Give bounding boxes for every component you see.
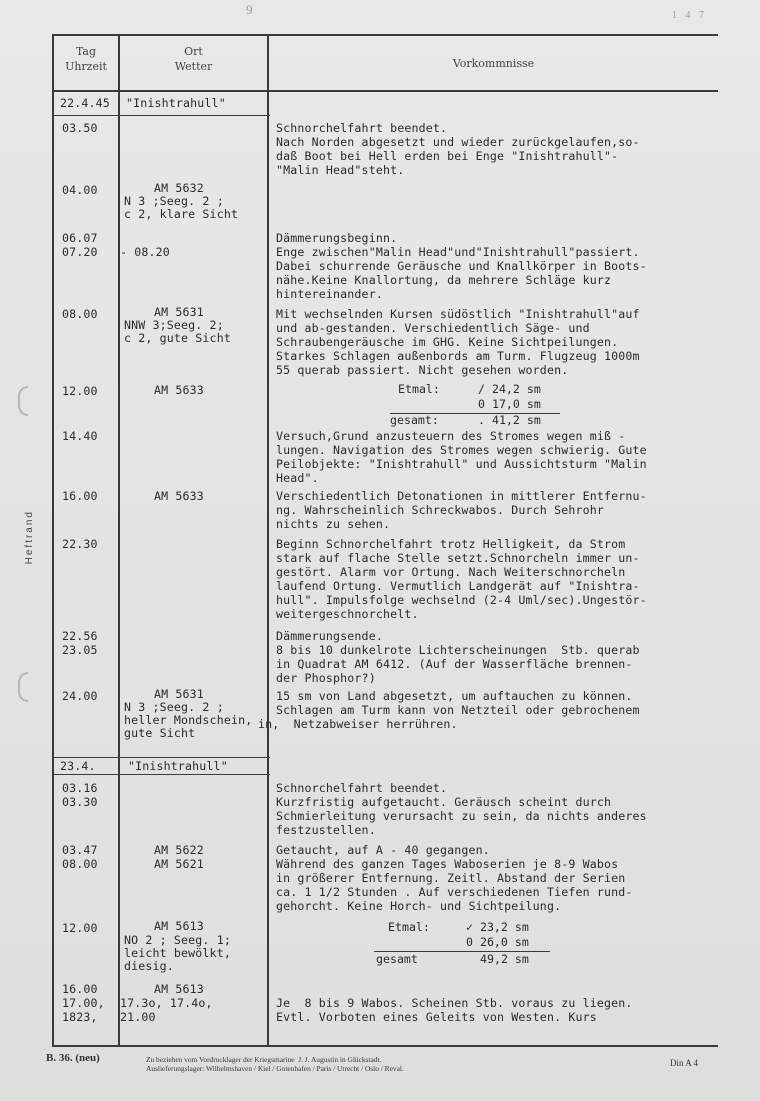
etmal-value: 0 17,0 sm <box>478 397 541 411</box>
event-line: weitergeschnorchelt. <box>276 607 419 621</box>
event-line: hintereinander. <box>276 287 383 301</box>
weather-entry: NNW 3;Seeg. 2; <box>124 318 224 332</box>
event-line: Beginn Schnorchelfahrt trotz Helligkeit, da Strom <box>276 537 626 551</box>
weather-entry: gute Sicht <box>124 726 196 740</box>
section-rule <box>54 774 270 775</box>
section-date: 22.4.45 <box>60 96 110 110</box>
table-bottom-border <box>52 1045 718 1047</box>
place-entry: - 08.20 <box>120 245 170 259</box>
event-line: Schlagen am Turm kann von Netzteil oder gebrochenem <box>276 703 640 717</box>
time-entry: 12.00 <box>62 384 98 398</box>
table-top-border <box>52 34 718 36</box>
event-line: Schraubengeräusche im GHG. Keine Sichtpeilungen. <box>276 335 619 349</box>
etmal-value: ✓ 23,2 sm <box>466 920 529 934</box>
event-line: Getaucht, auf A - 40 gegangen. <box>276 843 490 857</box>
event-line: stark auf flache Stelle setzt.Schnorcheln immer un- <box>276 551 640 565</box>
time-entry: 22.30 <box>62 537 98 551</box>
etmal-label: Etmal: <box>398 382 440 396</box>
header-col1 <box>54 44 118 74</box>
event-line: nichts zu sehen. <box>276 517 391 531</box>
section-place: "Inishtrahull" <box>126 96 226 110</box>
event-line: Nach Norden abgesetzt und wieder zurückgelaufen,so- <box>276 135 640 149</box>
col-divider-2 <box>267 34 269 1046</box>
margin-label: Heftrand <box>24 510 35 565</box>
header-uhrzeit: Uhrzeit <box>65 60 107 73</box>
place-entry: AM 5613 <box>154 919 204 933</box>
event-line: in, Netzabweiser herrühren. <box>258 717 458 731</box>
time-entry: 08.00 <box>62 307 98 321</box>
punch-hole-top <box>18 386 28 416</box>
header-tag: Tag <box>75 45 97 58</box>
header-vorkommnisse: Vorkommnisse <box>452 57 535 70</box>
time-entry: 03.30 <box>62 795 98 809</box>
event-line: daß Boot bei Hell erden bei Enge "Inishtrahull"- <box>276 149 619 163</box>
place-entry: AM 5632 <box>154 181 204 195</box>
place-entry: AM 5631 <box>154 687 204 701</box>
weather-entry: c 2, gute Sicht <box>124 331 231 345</box>
event-line: Während des ganzen Tages Waboserien je 8-9 Wabos <box>276 857 619 871</box>
section-date: 23.4. <box>60 759 96 773</box>
time-entry: 22.56 <box>62 629 98 643</box>
time-entry: 16.00 <box>62 489 98 503</box>
event-line: Dabei schurrende Geräusche und Knallkörper in Boots- <box>276 259 647 273</box>
event-line: laufend Ortung. Vermutlich Landgerät auf "Inishtra- <box>276 579 640 593</box>
punch-hole-bottom <box>18 672 28 702</box>
weather-entry: N 3 ;Seeg. 2 ; <box>124 700 224 714</box>
time-entry: 07.20 <box>62 245 98 259</box>
weather-entry: diesig. <box>124 959 174 973</box>
place-entry: AM 5633 <box>154 383 204 397</box>
event-line: 15 sm von Land abgesetzt, um auftauchen zu können. <box>276 689 633 703</box>
form-id: B. 36. (neu) <box>46 1052 100 1064</box>
col-divider-1 <box>118 34 120 1046</box>
place-entry: AM 5631 <box>154 305 204 319</box>
weather-entry: heller Mondschein, <box>124 713 253 727</box>
top-mark-right: 1 4 7 <box>672 10 707 21</box>
event-line: Schnorchelfahrt beendet. <box>276 121 448 135</box>
event-line: ng. Wahrscheinlich Schreckwabos. Durch Sehrohr <box>276 503 604 517</box>
time-entry: 21.00 <box>120 1010 156 1024</box>
event-line: gestört. Alarm vor Ortung. Nach Weiterschnorcheln <box>276 565 626 579</box>
event-line: ca. 1 1/2 Stunden . Auf verschiedenen Tiefen rund- <box>276 885 633 899</box>
etmal-total-value: 49,2 sm <box>480 952 529 966</box>
header-col2 <box>120 44 267 74</box>
time-entry: 24.00 <box>62 689 98 703</box>
weather-entry: N 3 ;Seeg. 2 ; <box>124 194 224 208</box>
time-entry: 03.16 <box>62 781 98 795</box>
event-line: in größerer Entfernung. Zeitl. Abstand der Serien <box>276 871 626 885</box>
event-line: 55 querab passiert. Nicht gesehen worden. <box>276 363 569 377</box>
etmal-total-value: . 41,2 sm <box>478 413 541 427</box>
weather-entry: c 2, klare Sicht <box>124 207 239 221</box>
event-line: 8 bis 10 dunkelrote Lichterscheinungen Stb. querab <box>276 643 640 657</box>
time-entry: 03.47 <box>62 843 98 857</box>
paper-size: Din A 4 <box>670 1058 699 1068</box>
weather-entry: leicht bewölkt, <box>124 946 231 960</box>
time-entry: 03.50 <box>62 121 98 135</box>
place-entry: AM 5613 <box>154 982 204 996</box>
time-entry: 16.00 <box>62 982 98 996</box>
section-rule <box>54 757 270 758</box>
weather-entry: NO 2 ; Seeg. 1; <box>124 933 231 947</box>
event-line: Je 8 bis 9 Wabos. Scheinen Stb. voraus zu liegen. <box>276 996 633 1010</box>
place-entry: AM 5621 <box>154 857 204 871</box>
section-rule <box>54 115 270 116</box>
etmal-value: 0 26,0 sm <box>466 935 529 949</box>
time-entry: 12.00 <box>62 921 98 935</box>
event-line: gehorcht. Keine Horch- und Sichtpeilung. <box>276 899 562 913</box>
section-place: "Inishtrahull" <box>128 759 228 773</box>
time-entry: 17.3o, 17.4o, <box>120 996 213 1010</box>
event-line: Starkes Schlagen außenbords am Turm. Flugzeug 1000m <box>276 349 640 363</box>
time-entry: 1823, <box>62 1010 98 1024</box>
event-line: und ab-gestanden. Verschiedentlich Säge- und <box>276 321 590 335</box>
event-line: Mit wechselnden Kursen südöstlich "Inishtrahull"auf <box>276 307 640 321</box>
time-entry: 08.00 <box>62 857 98 871</box>
header-ort: Ort <box>184 45 203 58</box>
etmal-total-label: gesamt: <box>390 413 439 427</box>
time-entry: 06.07 <box>62 231 98 245</box>
event-line: Evtl. Vorboten eines Geleits von Westen. Kurs <box>276 1010 597 1024</box>
event-line: der Phosphor?) <box>276 671 376 685</box>
event-line: festzustellen. <box>276 823 376 837</box>
event-line: in Quadrat AM 6412. (Auf der Wasserfläche brennen- <box>276 657 633 671</box>
time-entry: 04.00 <box>62 183 98 197</box>
time-entry: 17.00, <box>62 996 105 1010</box>
etmal-total-label: gesamt <box>376 952 418 966</box>
event-line: Schnorchelfahrt beendet. <box>276 781 448 795</box>
etmal-value: / 24,2 sm <box>478 382 541 396</box>
event-line: Versuch,Grund anzusteuern des Stromes wegen miß - <box>276 429 626 443</box>
event-line: "Malin Head"steht. <box>276 163 405 177</box>
place-entry: AM 5622 <box>154 843 204 857</box>
place-entry: AM 5633 <box>154 489 204 503</box>
event-line: Head". <box>276 471 319 485</box>
event-line: Dämmerungsbeginn. <box>276 231 398 245</box>
footer-supplier-line: Zu beziehen vom Vordrucklager der Kriegsmarine J. J. Augustin in Glückstadt. <box>146 1055 382 1064</box>
etmal-label: Etmal: <box>388 920 430 934</box>
top-mark-left: 9 <box>246 2 253 17</box>
event-line: Dämmerungsende. <box>276 629 383 643</box>
event-line: Verschiedentlich Detonationen in mittlerer Entfernu- <box>276 489 647 503</box>
event-line: nähe.Keine Knallortung, da mehrere Schläge kurz <box>276 273 612 287</box>
table-header-divider <box>52 90 718 92</box>
event-line: Peilobjekte: "Inishtrahull" und Aussichtsturm "Malin <box>276 457 647 471</box>
event-line: Schmierleitung verursacht zu sein, da nichts anderes <box>276 809 647 823</box>
event-line: Enge zwischen"Malin Head"und"Inishtrahull"passiert. <box>276 245 640 259</box>
time-entry: 23.05 <box>62 643 98 657</box>
header-wetter: Wetter <box>174 60 213 73</box>
footer-depots-line: Auslieferungslager: Wilhelmshaven / Kiel / Gotenhafen / Paris / Utrecht / Oslo / Reval. <box>146 1064 404 1073</box>
event-line: lungen. Navigation des Stromes wegen schwierig. Gute <box>276 443 647 457</box>
table-left-border <box>52 34 54 1046</box>
time-entry: 14.40 <box>62 429 98 443</box>
event-line: Kurzfristig aufgetaucht. Geräusch scheint durch <box>276 795 612 809</box>
event-line: hull". Impulsfolge wechselnd (2-4 Uml/sec).Ungestör- <box>276 593 647 607</box>
